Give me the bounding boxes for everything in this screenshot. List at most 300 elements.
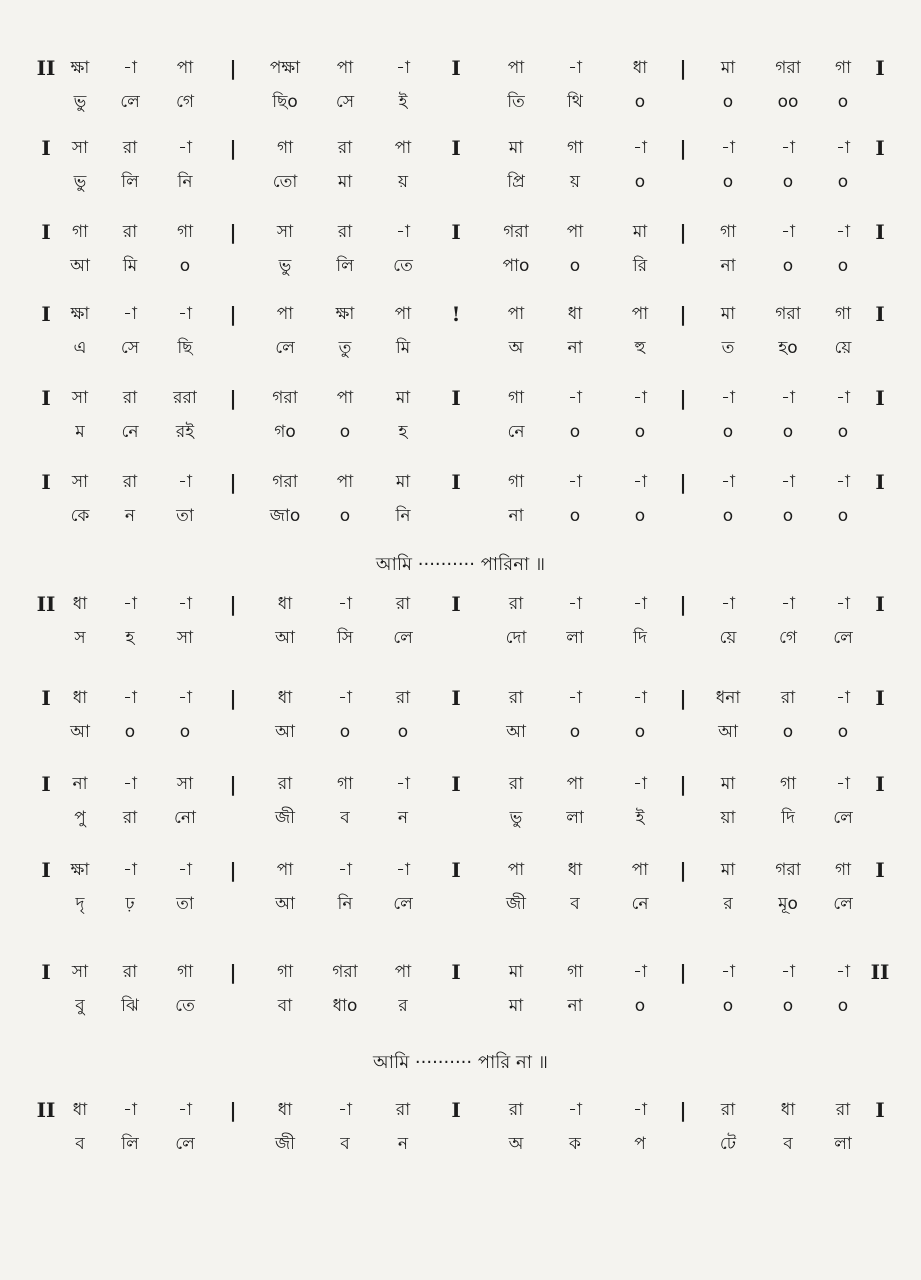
lyric-syllable: ত [721, 338, 735, 358]
swara-note: ধা [567, 304, 583, 324]
swara-note: রা [395, 1100, 411, 1120]
swara-note: -া [178, 1100, 192, 1120]
lyric-syllable: সে [120, 338, 140, 358]
lyric-syllable: মা [508, 996, 524, 1016]
swara-note: রা [122, 138, 138, 158]
swara-note: মা [508, 962, 524, 982]
bar-line: I [41, 386, 51, 410]
swara-note: মা [720, 774, 736, 794]
swara-note: রা [122, 472, 138, 492]
swara-note: -া [123, 304, 137, 324]
swara-note: ধনা [715, 688, 741, 708]
swara-note: পা [566, 222, 584, 242]
lyric-syllable: নে [121, 422, 139, 442]
lyric-syllable: য়ে [834, 338, 852, 358]
lyric-syllable: লে [833, 628, 853, 648]
bar-line: I [875, 686, 885, 710]
swara-note: গা [276, 138, 294, 158]
lyric-syllable: ই [398, 92, 408, 112]
swara-note: -া [633, 472, 647, 492]
lyric-syllable: o [837, 172, 849, 192]
bar-line: I [875, 136, 885, 160]
lyric-syllable: o [634, 722, 646, 742]
lyric-syllable: আ [718, 722, 738, 742]
swara-note: -া [633, 688, 647, 708]
swara-note: ধা [567, 860, 583, 880]
swara-note: মা [395, 388, 411, 408]
swara-note: -া [568, 472, 582, 492]
lyric-syllable: নে [631, 894, 649, 914]
swara-note: পা [336, 472, 354, 492]
lyric-syllable: ব [75, 1134, 85, 1154]
swara-note: -া [836, 962, 850, 982]
notation-system [0, 858, 921, 928]
swara-note: ক্ষা [70, 304, 90, 324]
bar-line: I [451, 136, 461, 160]
lyric-syllable: দো [505, 628, 527, 648]
lyric-syllable: টে [719, 1134, 737, 1154]
lyric-syllable: o [837, 422, 849, 442]
swara-note: মা [508, 138, 524, 158]
lyric-syllable: প্রি [507, 172, 525, 192]
bar-line: I [451, 56, 461, 80]
swara-note: -া [836, 472, 850, 492]
swara-note: -া [178, 688, 192, 708]
bar-line: | [679, 470, 687, 494]
refrain-marker: আমি ·········· পারিনা ॥ [375, 554, 546, 575]
lyric-syllable: ভু [278, 256, 292, 276]
swara-note: গা [834, 58, 852, 78]
lyric-syllable: দি [781, 808, 795, 828]
swara-note: -া [338, 860, 352, 880]
swara-note: -া [721, 594, 735, 614]
bar-line: I [875, 470, 885, 494]
swara-note: -া [396, 58, 410, 78]
lyric-syllable: তে [393, 256, 413, 276]
swara-note: -া [178, 860, 192, 880]
swara-note: ধা [780, 1100, 796, 1120]
swara-line [0, 56, 921, 90]
swara-note: ক্ষা [70, 58, 90, 78]
lyric-syllable: লি [121, 1134, 139, 1154]
swara-note: সা [71, 962, 89, 982]
lyric-syllable: ঢ় [125, 894, 135, 914]
swara-line [0, 1098, 921, 1132]
swara-note: রা [337, 138, 353, 158]
bar-line: | [679, 386, 687, 410]
lyric-syllable: o [722, 422, 734, 442]
swara-note: -া [178, 472, 192, 492]
swara-note: পা [394, 962, 412, 982]
swara-note: গা [834, 860, 852, 880]
swara-note: গরা [332, 962, 358, 982]
lyric-syllable: জাo [269, 506, 301, 526]
notation-system [0, 686, 921, 756]
swara-note: ধা [72, 1100, 88, 1120]
lyric-line [0, 1132, 921, 1166]
swara-note: গা [336, 774, 354, 794]
swara-note: -া [781, 594, 795, 614]
swara-note: রা [508, 594, 524, 614]
swara-note: -া [123, 58, 137, 78]
swara-note: সা [71, 472, 89, 492]
bar-line: I [451, 1098, 461, 1122]
notation-system [0, 960, 921, 1030]
lyric-line [0, 892, 921, 926]
bar-line: | [229, 386, 237, 410]
swara-note: মা [632, 222, 648, 242]
lyric-syllable: ব [783, 1134, 793, 1154]
lyric-syllable: o [782, 422, 794, 442]
lyric-syllable: o [782, 722, 794, 742]
swara-note: রা [508, 774, 524, 794]
bar-line: I [451, 386, 461, 410]
lyric-syllable: আ [275, 894, 295, 914]
lyric-syllable: তি [507, 92, 525, 112]
swara-line [0, 858, 921, 892]
swara-note: ধা [277, 688, 293, 708]
lyric-syllable: জী [274, 1134, 296, 1154]
swara-note: -া [781, 138, 795, 158]
lyric-syllable: লে [175, 1134, 195, 1154]
lyric-syllable: লা [566, 808, 584, 828]
lyric-syllable: ন [397, 808, 409, 828]
lyric-syllable: নো [174, 808, 196, 828]
lyric-line [0, 994, 921, 1028]
swara-note: গরা [775, 58, 801, 78]
lyric-syllable: পাo [502, 256, 530, 276]
lyric-syllable: লি [336, 256, 354, 276]
lyric-syllable: না [508, 506, 524, 526]
lyric-syllable: ই [635, 808, 645, 828]
lyric-syllable: বু [75, 996, 85, 1016]
bar-line: | [679, 220, 687, 244]
lyric-syllable: র [723, 894, 733, 914]
lyric-syllable: দি [633, 628, 647, 648]
bar-line: I [451, 592, 461, 616]
bar-line: | [229, 960, 237, 984]
lyric-syllable: তা [176, 894, 194, 914]
lyric-syllable: গে [778, 628, 798, 648]
lyric-syllable: নি [395, 506, 411, 526]
bar-line: I [875, 302, 885, 326]
bar-line: | [229, 220, 237, 244]
lyric-syllable: লে [120, 92, 140, 112]
swara-note: পা [176, 58, 194, 78]
swara-note: রা [337, 222, 353, 242]
lyric-syllable: লা [566, 628, 584, 648]
swara-note: -া [123, 1100, 137, 1120]
swara-note: পা [394, 304, 412, 324]
bar-line: I [41, 960, 51, 984]
lyric-syllable: রা [122, 808, 138, 828]
swara-note: -া [721, 472, 735, 492]
swara-line [0, 592, 921, 626]
notation-system [0, 772, 921, 842]
lyric-syllable: দৃ [75, 894, 85, 914]
lyric-syllable: o [782, 506, 794, 526]
bar-line: I [875, 1098, 885, 1122]
swara-note: রা [277, 774, 293, 794]
bar-line: | [679, 302, 687, 326]
swara-note: -া [396, 774, 410, 794]
lyric-syllable: আ [70, 722, 90, 742]
bar-line: I [451, 470, 461, 494]
bar-line: | [229, 56, 237, 80]
swara-note: -া [123, 860, 137, 880]
lyric-syllable: আ [506, 722, 526, 742]
lyric-syllable: কে [70, 506, 90, 526]
swara-note: রা [835, 1100, 851, 1120]
swara-note: গা [507, 388, 525, 408]
lyric-syllable: ভু [509, 808, 523, 828]
lyric-syllable: লে [393, 894, 413, 914]
lyric-syllable: ছি [177, 338, 193, 358]
lyric-syllable: সি [336, 628, 354, 648]
bar-line: I [41, 220, 51, 244]
bar-line: I [41, 302, 51, 326]
swara-note: পা [631, 860, 649, 880]
swara-note: পা [507, 304, 525, 324]
swara-line [0, 220, 921, 254]
swara-note: পা [507, 860, 525, 880]
notation-system [0, 592, 921, 662]
lyric-syllable: হo [778, 338, 798, 358]
swara-note: সা [71, 138, 89, 158]
bar-line: | [229, 1098, 237, 1122]
lyric-syllable: o [569, 722, 581, 742]
lyric-syllable: মা [337, 172, 353, 192]
lyric-syllable: ভু [73, 92, 87, 112]
lyric-syllable: না [720, 256, 736, 276]
lyric-syllable: o [634, 92, 646, 112]
lyric-syllable: জী [505, 894, 527, 914]
swara-note: রা [122, 388, 138, 408]
bar-line: | [229, 686, 237, 710]
swara-note: -া [721, 388, 735, 408]
lyric-syllable: o [397, 722, 409, 742]
lyric-syllable: ন [397, 1134, 409, 1154]
lyric-syllable: ভু [73, 172, 87, 192]
swara-note: গা [779, 774, 797, 794]
swara-note: গরা [272, 388, 298, 408]
lyric-syllable: o [339, 506, 351, 526]
lyric-syllable: o [634, 422, 646, 442]
swara-note: সা [276, 222, 294, 242]
bar-line: I [41, 686, 51, 710]
swara-note: না [72, 774, 88, 794]
swara-note: -া [633, 388, 647, 408]
swara-note: গা [176, 962, 194, 982]
swara-note: ধা [72, 594, 88, 614]
lyric-syllable: o [837, 722, 849, 742]
bar-line: I [451, 858, 461, 882]
swara-note: গরা [775, 860, 801, 880]
bar-line: II [36, 56, 56, 80]
swara-note: পা [507, 58, 525, 78]
swara-note: পা [276, 860, 294, 880]
bar-line: I [451, 220, 461, 244]
swara-line [0, 302, 921, 336]
lyric-syllable: লে [393, 628, 413, 648]
lyric-syllable: o [569, 506, 581, 526]
swara-note: গরা [775, 304, 801, 324]
swara-note: পা [336, 58, 354, 78]
notation-system [0, 470, 921, 540]
lyric-syllable: o [569, 422, 581, 442]
notation-system [0, 302, 921, 372]
lyric-syllable: oo [777, 92, 799, 112]
bar-line: I [451, 960, 461, 984]
lyric-line [0, 720, 921, 754]
bar-line: I [875, 592, 885, 616]
swara-note: -া [178, 304, 192, 324]
lyric-syllable: অ [508, 338, 524, 358]
swara-note: -া [338, 688, 352, 708]
lyric-syllable: ন [124, 506, 136, 526]
swara-line [0, 772, 921, 806]
lyric-syllable: অ [508, 1134, 524, 1154]
swara-note: মা [395, 472, 411, 492]
swara-note: গরা [272, 472, 298, 492]
bar-line: | [229, 302, 237, 326]
bar-line: ! [451, 302, 461, 326]
swara-note: -া [178, 594, 192, 614]
lyric-line [0, 170, 921, 204]
lyric-syllable: থি [567, 92, 583, 112]
swara-note: -া [721, 962, 735, 982]
swara-line [0, 960, 921, 994]
bar-line: I [875, 858, 885, 882]
lyric-syllable: আ [275, 722, 295, 742]
swara-note: -া [781, 222, 795, 242]
refrain-marker: আমি ·········· পারি না ॥ [373, 1052, 548, 1073]
swara-note: সা [71, 388, 89, 408]
lyric-syllable: o [722, 172, 734, 192]
lyric-syllable: ক [569, 1134, 581, 1154]
bar-line: I [41, 858, 51, 882]
swara-note: রা [395, 594, 411, 614]
lyric-syllable: ব [340, 808, 350, 828]
bar-line: | [679, 772, 687, 796]
lyric-syllable: o [634, 172, 646, 192]
swara-note: -া [338, 1100, 352, 1120]
lyric-syllable: o [722, 92, 734, 112]
lyric-syllable: তু [338, 338, 352, 358]
bar-line: | [679, 1098, 687, 1122]
swara-note: গা [566, 962, 584, 982]
lyric-syllable: o [782, 256, 794, 276]
lyric-line [0, 626, 921, 660]
swara-note: -া [836, 138, 850, 158]
lyric-syllable: o [179, 722, 191, 742]
swara-note: -া [568, 594, 582, 614]
swara-note: -া [568, 388, 582, 408]
swara-note: গা [176, 222, 194, 242]
swara-note: -া [781, 472, 795, 492]
swara-note: গা [71, 222, 89, 242]
swara-note: -া [721, 138, 735, 158]
swara-note: -া [123, 688, 137, 708]
swara-line [0, 136, 921, 170]
lyric-syllable: o [837, 996, 849, 1016]
bar-line: I [875, 220, 885, 244]
notation-system [0, 386, 921, 456]
lyric-syllable: o [837, 256, 849, 276]
lyric-syllable: o [124, 722, 136, 742]
bar-line: II [36, 592, 56, 616]
bar-line: II [36, 1098, 56, 1122]
lyric-line [0, 90, 921, 124]
lyric-syllable: না [567, 996, 583, 1016]
swara-note: -া [836, 388, 850, 408]
lyric-syllable: মি [122, 256, 138, 276]
lyric-syllable: না [567, 338, 583, 358]
swara-note: ক্ষা [335, 304, 355, 324]
lyric-syllable: ম [75, 422, 85, 442]
swara-note: পা [566, 774, 584, 794]
lyric-syllable: হ [398, 422, 408, 442]
lyric-syllable: নে [507, 422, 525, 442]
swara-note: রা [720, 1100, 736, 1120]
lyric-syllable: ছিo [272, 92, 298, 112]
lyric-syllable: তে [175, 996, 195, 1016]
lyric-syllable: o [782, 172, 794, 192]
swara-note: গা [834, 304, 852, 324]
lyric-line [0, 504, 921, 538]
bar-line: | [679, 136, 687, 160]
swara-note: ধা [277, 594, 293, 614]
lyric-syllable: ব [340, 1134, 350, 1154]
lyric-syllable: আ [70, 256, 90, 276]
bar-line: | [229, 470, 237, 494]
bar-line: | [679, 56, 687, 80]
lyric-syllable: নি [337, 894, 353, 914]
lyric-syllable: জী [274, 808, 296, 828]
swara-note: রা [508, 1100, 524, 1120]
notation-system [0, 56, 921, 126]
lyric-syllable: হ [125, 628, 135, 648]
swara-note: রা [780, 688, 796, 708]
bar-line: I [451, 686, 461, 710]
swara-note: -া [123, 594, 137, 614]
swara-note: -া [781, 388, 795, 408]
swara-note: গা [719, 222, 737, 242]
bar-line: | [679, 686, 687, 710]
lyric-syllable: লা [834, 1134, 852, 1154]
swara-note: ধা [632, 58, 648, 78]
lyric-syllable: গo [274, 422, 296, 442]
swara-note: রা [395, 688, 411, 708]
bar-line: I [875, 386, 885, 410]
swara-note: -া [836, 222, 850, 242]
lyric-syllable: মূo [778, 894, 798, 914]
swara-line [0, 386, 921, 420]
lyric-syllable: তো [272, 172, 298, 192]
swara-note: -া [633, 1100, 647, 1120]
lyric-line [0, 420, 921, 454]
lyric-syllable: মি [395, 338, 411, 358]
swara-note: -া [633, 138, 647, 158]
lyric-syllable: স [74, 628, 86, 648]
swara-note: -া [781, 962, 795, 982]
lyric-syllable: o [634, 996, 646, 1016]
swara-note: ক্ষা [70, 860, 90, 880]
swara-note: -া [568, 58, 582, 78]
bar-line: I [41, 136, 51, 160]
swara-note: -া [836, 774, 850, 794]
lyric-syllable: o [782, 996, 794, 1016]
